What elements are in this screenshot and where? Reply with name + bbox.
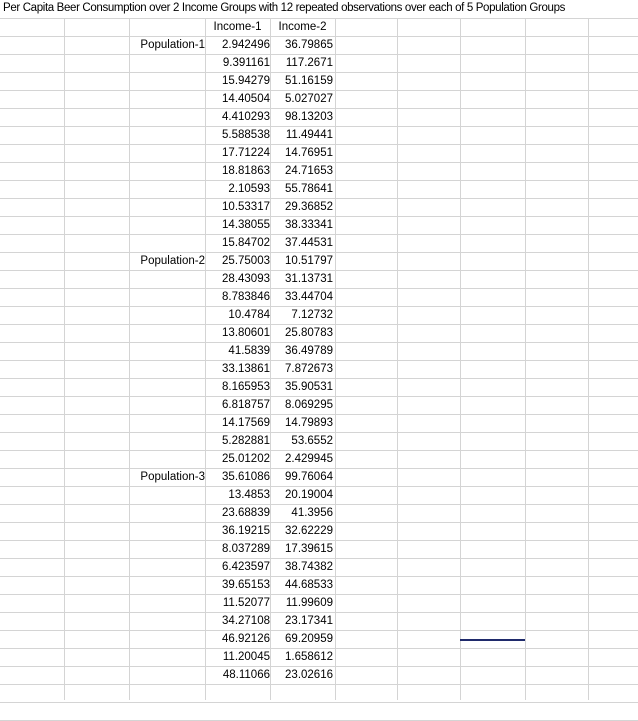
table-row[interactable]	[0, 451, 638, 469]
income-2-cell[interactable]: 24.71653	[285, 165, 333, 177]
header-income-2[interactable]: Income-2	[278, 21, 327, 33]
income-1-cell[interactable]: 13.80601	[222, 327, 270, 339]
table-row[interactable]	[0, 487, 638, 505]
income-2-cell[interactable]: 1.658612	[285, 651, 333, 663]
income-2-cell[interactable]: 44.68533	[285, 579, 333, 591]
table-row[interactable]	[0, 613, 638, 631]
population-label[interactable]: Population-1	[140, 39, 205, 51]
table-row[interactable]	[0, 631, 638, 649]
empty-row[interactable]	[0, 685, 638, 703]
table-row[interactable]	[0, 37, 638, 55]
income-2-cell[interactable]: 7.12732	[291, 309, 333, 321]
table-row[interactable]	[0, 289, 638, 307]
income-1-cell[interactable]: 9.391161	[222, 57, 270, 69]
table-row[interactable]	[0, 469, 638, 487]
income-1-cell[interactable]: 14.40504	[222, 93, 270, 105]
income-1-cell[interactable]: 8.037289	[222, 543, 270, 555]
table-row[interactable]	[0, 541, 638, 559]
income-2-cell[interactable]: 99.76064	[285, 471, 333, 483]
table-row[interactable]	[0, 649, 638, 667]
income-1-cell[interactable]: 41.5839	[228, 345, 270, 357]
table-row[interactable]	[0, 307, 638, 325]
table-row[interactable]	[0, 559, 638, 577]
income-1-cell[interactable]: 25.75003	[222, 255, 270, 267]
income-2-cell[interactable]: 23.02616	[285, 669, 333, 681]
table-row[interactable]	[0, 127, 638, 145]
table-row[interactable]	[0, 415, 638, 433]
income-2-cell[interactable]: 98.13203	[285, 111, 333, 123]
table-row[interactable]	[0, 343, 638, 361]
table-row[interactable]	[0, 253, 638, 271]
income-2-cell[interactable]: 53.6552	[291, 435, 333, 447]
population-label[interactable]: Population-3	[140, 471, 205, 483]
income-1-cell[interactable]: 11.52077	[222, 597, 270, 609]
table-row[interactable]	[0, 667, 638, 685]
income-1-cell[interactable]: 28.43093	[222, 273, 270, 285]
income-1-cell[interactable]: 8.783846	[222, 291, 270, 303]
table-row[interactable]	[0, 577, 638, 595]
income-2-cell[interactable]: 7.872673	[285, 363, 333, 375]
income-2-cell[interactable]: 11.49441	[285, 129, 333, 141]
income-2-cell[interactable]: 2.429945	[285, 453, 333, 465]
table-row[interactable]	[0, 235, 638, 253]
table-row[interactable]	[0, 397, 638, 415]
table-row[interactable]	[0, 217, 638, 235]
income-2-cell[interactable]: 37.44531	[285, 237, 333, 249]
table-row[interactable]	[0, 145, 638, 163]
income-1-cell[interactable]: 15.84702	[222, 237, 270, 249]
table-row[interactable]	[0, 595, 638, 613]
income-2-cell[interactable]: 38.74382	[285, 561, 333, 573]
income-1-cell[interactable]: 34.27108	[222, 615, 270, 627]
income-1-cell[interactable]: 48.11066	[222, 669, 270, 681]
table-row[interactable]	[0, 199, 638, 217]
income-2-cell[interactable]: 41.3956	[291, 507, 333, 519]
income-1-cell[interactable]: 6.818757	[222, 399, 270, 411]
income-2-cell[interactable]: 32.62229	[285, 525, 333, 537]
empty-row[interactable]	[0, 703, 638, 721]
income-1-cell[interactable]: 6.423597	[222, 561, 270, 573]
header-income-1[interactable]: Income-1	[213, 21, 262, 33]
income-1-cell[interactable]: 36.19215	[222, 525, 270, 537]
header-row[interactable]	[0, 19, 638, 37]
income-1-cell[interactable]: 4.410293	[222, 111, 270, 123]
table-row[interactable]	[0, 73, 638, 91]
income-1-cell[interactable]: 13.4853	[228, 489, 270, 501]
table-row[interactable]	[0, 433, 638, 451]
income-2-cell[interactable]: 51.16159	[285, 75, 333, 87]
income-1-cell[interactable]: 10.53317	[222, 201, 270, 213]
income-1-cell[interactable]: 17.71224	[222, 147, 270, 159]
table-row[interactable]	[0, 505, 638, 523]
title-row[interactable]	[0, 0, 638, 19]
cell-selection-indicator	[460, 639, 525, 641]
income-1-cell[interactable]: 46.92126	[222, 633, 270, 645]
income-2-cell[interactable]: 117.2671	[285, 57, 333, 69]
table-row[interactable]	[0, 271, 638, 289]
sheet-title: Per Capita Beer Consumption over 2 Income Groups with 12 repeated observations over each of 5 Population Groups	[3, 2, 566, 14]
income-2-cell[interactable]: 10.51797	[285, 255, 333, 267]
income-2-cell[interactable]: 14.79893	[285, 417, 333, 429]
table-row[interactable]	[0, 379, 638, 397]
income-2-cell[interactable]: 36.79865	[285, 39, 333, 51]
income-2-cell[interactable]: 35.90531	[285, 381, 333, 393]
table-row[interactable]	[0, 325, 638, 343]
income-2-cell[interactable]: 11.99609	[285, 597, 333, 609]
income-1-cell[interactable]: 35.61086	[222, 471, 270, 483]
income-2-cell[interactable]: 23.17341	[285, 615, 333, 627]
income-1-cell[interactable]: 33.13861	[222, 363, 270, 375]
income-1-cell[interactable]: 5.588538	[222, 129, 270, 141]
income-1-cell[interactable]: 10.4784	[228, 309, 270, 321]
income-2-cell[interactable]: 8.069295	[285, 399, 333, 411]
income-1-cell[interactable]: 11.20045	[222, 651, 270, 663]
table-row[interactable]	[0, 523, 638, 541]
income-2-cell[interactable]: 25.80783	[285, 327, 333, 339]
table-row[interactable]	[0, 163, 638, 181]
income-2-cell[interactable]: 55.78641	[285, 183, 333, 195]
income-1-cell[interactable]: 25.01202	[222, 453, 270, 465]
table-row[interactable]	[0, 55, 638, 73]
income-1-cell[interactable]: 15.94279	[222, 75, 270, 87]
income-1-cell[interactable]: 5.282881	[222, 435, 270, 447]
income-2-cell[interactable]: 20.19004	[285, 489, 333, 501]
income-1-cell[interactable]: 8.165953	[222, 381, 270, 393]
income-2-cell[interactable]: 33.44704	[285, 291, 333, 303]
income-2-cell[interactable]: 17.39615	[285, 543, 333, 555]
income-2-cell[interactable]: 5.027027	[285, 93, 333, 105]
income-2-cell[interactable]: 38.33341	[285, 219, 333, 231]
data-rows	[0, 19, 638, 721]
table-row[interactable]	[0, 361, 638, 379]
income-2-cell[interactable]: 36.49789	[285, 345, 333, 357]
income-1-cell[interactable]: 2.942496	[222, 39, 270, 51]
income-1-cell[interactable]: 2.10593	[228, 183, 270, 195]
income-2-cell[interactable]: 29.36852	[285, 201, 333, 213]
income-1-cell[interactable]: 14.38055	[222, 219, 270, 231]
table-row[interactable]	[0, 91, 638, 109]
population-label[interactable]: Population-2	[140, 255, 205, 267]
table-row[interactable]	[0, 109, 638, 127]
income-2-cell[interactable]: 14.76951	[285, 147, 333, 159]
income-2-cell[interactable]: 69.20959	[285, 633, 333, 645]
income-1-cell[interactable]: 18.81863	[222, 165, 270, 177]
income-1-cell[interactable]: 23.68839	[222, 507, 270, 519]
income-1-cell[interactable]: 14.17569	[222, 417, 270, 429]
income-2-cell[interactable]: 31.13731	[285, 273, 333, 285]
table-row[interactable]	[0, 181, 638, 199]
income-1-cell[interactable]: 39.65153	[222, 579, 270, 591]
